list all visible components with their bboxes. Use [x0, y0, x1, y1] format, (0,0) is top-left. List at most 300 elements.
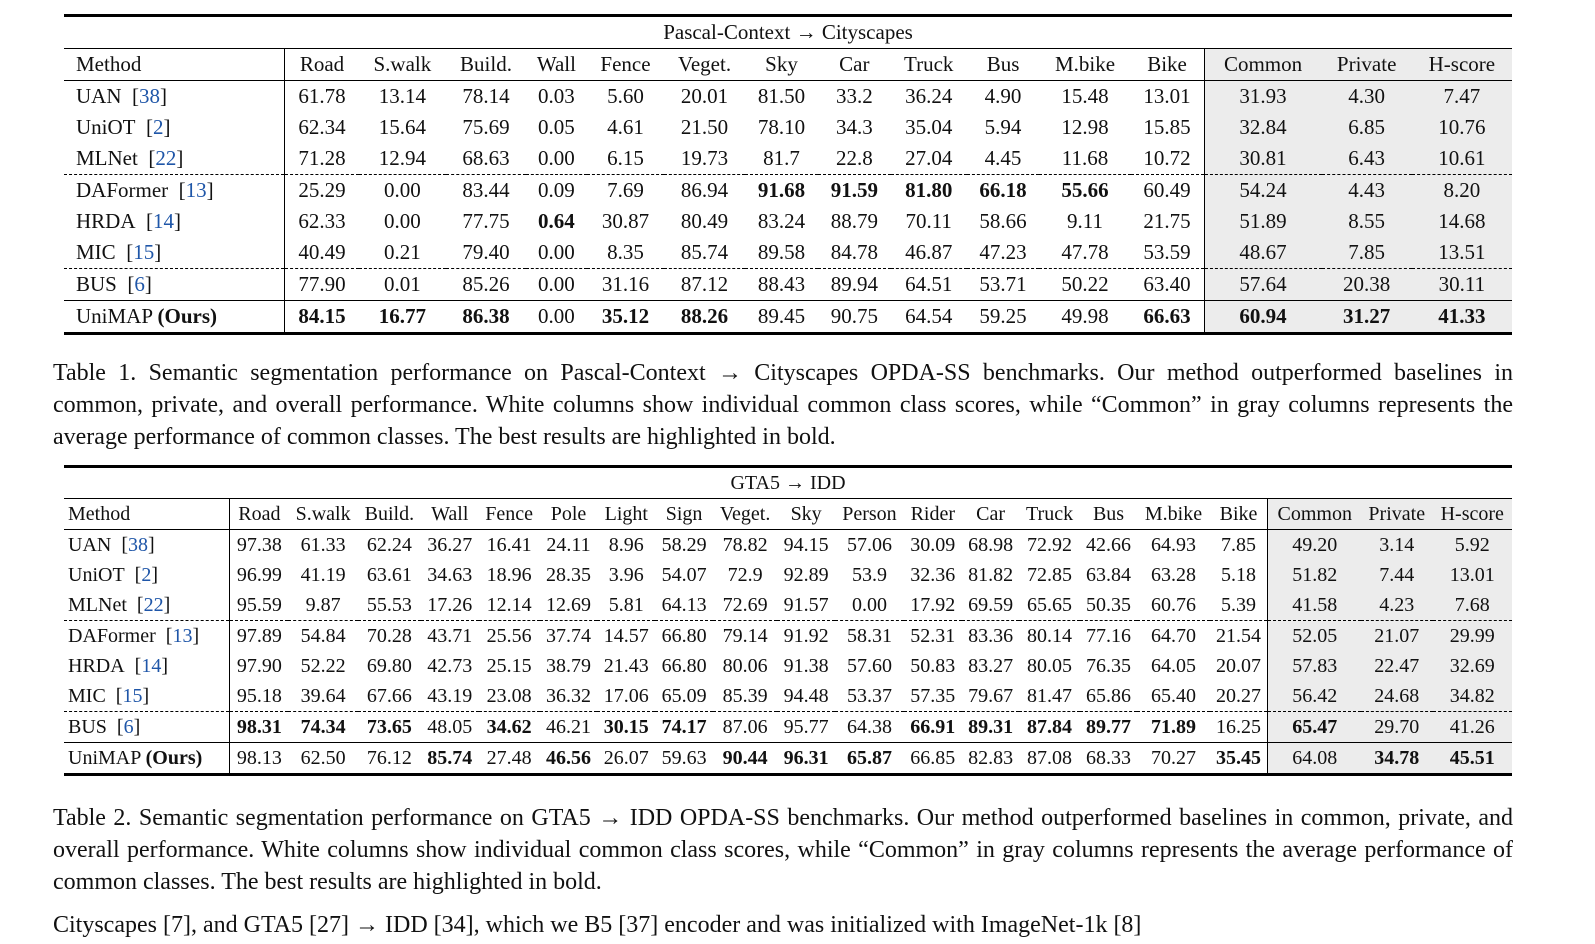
value-cell: 30.87 — [601, 209, 650, 233]
column-header: Fence — [479, 499, 540, 530]
value-cell: 76.35 — [1086, 654, 1132, 677]
value-cell: 15.85 — [1143, 115, 1191, 139]
value-cell: 34.3 — [835, 115, 873, 139]
value-cell: 30.15 — [597, 712, 655, 743]
column-header: Road — [230, 499, 288, 530]
value-cell: 6.15 — [607, 146, 644, 170]
citation-link: 38 — [128, 533, 149, 556]
method-cell: MIC [15] — [64, 681, 230, 712]
value-cell: 0.01 — [359, 269, 447, 301]
value-cell: 55.66 — [1039, 175, 1130, 207]
value-cell: 81.80 — [891, 175, 967, 207]
value-cell: 50.83 — [910, 654, 956, 677]
value-cell: 5.60 — [607, 84, 644, 108]
value-cell: 83.24 — [757, 209, 806, 233]
value-cell: 30.09 — [910, 533, 956, 556]
value-cell: 66.63 — [1131, 301, 1205, 334]
value-cell: 34.78 — [1361, 743, 1433, 775]
column-header: Common — [1268, 499, 1361, 530]
value-cell: 66.18 — [967, 175, 1040, 207]
value-cell: 24.68 — [1361, 681, 1433, 712]
value-cell: 17.92 — [910, 593, 956, 616]
value-cell: 98.13 — [230, 743, 288, 775]
value-cell: 7.69 — [587, 175, 664, 207]
value-cell: 34.82 — [1433, 681, 1513, 712]
value-cell: 56.42 — [1268, 681, 1361, 712]
value-cell: 79.67 — [968, 684, 1014, 707]
table-row — [64, 112, 1512, 143]
citation-link: 13 — [172, 624, 193, 647]
value-cell: 94.48 — [783, 684, 829, 707]
value-cell: 25.15 — [486, 654, 532, 677]
value-cell: 69.59 — [968, 593, 1014, 616]
value-cell: 15.48 — [1061, 84, 1109, 108]
table-title-row — [64, 467, 1512, 499]
column-header: Veget. — [713, 499, 777, 530]
value-cell: 59.25 — [967, 301, 1040, 334]
value-cell: 58.29 — [661, 533, 707, 556]
method-name: BUS — [68, 715, 107, 738]
value-cell: 53.71 — [967, 269, 1040, 301]
column-header: Method — [64, 49, 285, 81]
value-cell: 52.05 — [1268, 621, 1361, 652]
value-cell: 63.40 — [1131, 269, 1205, 301]
value-cell: 54.07 — [661, 563, 707, 586]
column-header: Build. — [446, 49, 525, 81]
value-cell: 7.85 — [1221, 533, 1256, 556]
value-cell: 86.38 — [446, 301, 525, 334]
value-cell: 20.38 — [1322, 269, 1412, 301]
value-cell: 62.33 — [298, 209, 346, 233]
value-cell: 52.22 — [300, 654, 346, 677]
value-cell: 78.10 — [757, 115, 806, 139]
value-cell: 41.58 — [1268, 590, 1361, 621]
table-row — [64, 175, 1512, 207]
value-cell: 21.43 — [603, 654, 649, 677]
value-cell: 14.68 — [1412, 206, 1512, 237]
value-cell: 77.75 — [462, 209, 510, 233]
value-cell: 50.35 — [1086, 593, 1132, 616]
table-row — [64, 560, 1512, 590]
value-cell: 74.17 — [655, 712, 713, 743]
value-cell: 63.84 — [1086, 563, 1132, 586]
value-cell: 74.34 — [288, 712, 358, 743]
column-header: S.walk — [359, 49, 447, 81]
value-cell: 62.50 — [288, 743, 358, 775]
value-cell: 53.37 — [846, 684, 892, 707]
value-cell: 17.26 — [427, 593, 473, 616]
value-cell: 16.41 — [486, 533, 532, 556]
column-header: Light — [597, 499, 655, 530]
value-cell: 87.84 — [1019, 712, 1079, 743]
value-cell: 36.24 — [905, 84, 953, 108]
column-header: Bus — [1080, 499, 1138, 530]
value-cell: 57.06 — [846, 533, 892, 556]
value-cell: 86.94 — [664, 175, 745, 207]
value-cell: 64.70 — [1137, 621, 1209, 652]
value-cell: 34.63 — [427, 563, 473, 586]
column-header: M.bike — [1039, 49, 1130, 81]
method-name: UAN — [76, 84, 122, 108]
method-name: UniOT — [68, 563, 125, 586]
value-cell: 7.47 — [1412, 81, 1512, 113]
method-name: DAFormer — [76, 178, 169, 202]
value-cell: 71.28 — [298, 146, 346, 170]
value-cell: 90.75 — [818, 301, 891, 334]
value-cell: 69.80 — [366, 654, 412, 677]
table-row — [64, 651, 1512, 681]
value-cell: 7.44 — [1361, 560, 1433, 590]
value-cell: 16.77 — [359, 301, 447, 334]
value-cell: 12.69 — [546, 593, 592, 616]
value-cell: 31.16 — [587, 269, 664, 301]
column-header: Method — [64, 499, 230, 530]
value-cell: 8.35 — [607, 240, 644, 264]
value-cell: 97.38 — [236, 533, 282, 556]
table-row — [64, 237, 1512, 269]
value-cell: 65.09 — [661, 684, 707, 707]
ours-label: (Ours) — [145, 746, 203, 769]
column-header: Truck — [1019, 499, 1079, 530]
value-cell: 20.07 — [1216, 654, 1261, 677]
value-cell: 68.33 — [1080, 743, 1138, 775]
column-header: Wall — [421, 499, 479, 530]
value-cell: 61.33 — [300, 533, 346, 556]
ours-label: (Ours) — [157, 304, 217, 328]
value-cell: 65.87 — [835, 743, 904, 775]
value-cell: 46.87 — [905, 240, 953, 264]
value-cell: 85.74 — [421, 743, 479, 775]
value-cell: 13.51 — [1412, 237, 1512, 269]
citation-link: 22 — [143, 593, 164, 616]
column-header: Pole — [540, 499, 598, 530]
value-cell: 8.55 — [1322, 206, 1412, 237]
value-cell: 31.93 — [1204, 81, 1322, 113]
table-row — [64, 681, 1512, 712]
column-header: Sign — [655, 499, 713, 530]
value-cell: 60.76 — [1150, 593, 1196, 616]
value-cell: 64.08 — [1268, 743, 1361, 775]
value-cell: 91.92 — [777, 621, 835, 652]
value-cell: 12.98 — [1061, 115, 1109, 139]
value-cell: 35.04 — [905, 115, 953, 139]
table-row — [64, 301, 1512, 334]
value-cell: 64.93 — [1150, 533, 1196, 556]
method-cell: UAN [38] — [64, 81, 285, 113]
column-header: M.bike — [1137, 499, 1209, 530]
value-cell: 24.11 — [546, 533, 591, 556]
value-cell: 64.05 — [1150, 654, 1196, 677]
value-cell: 57.64 — [1204, 269, 1322, 301]
citation-link: 2 — [153, 115, 164, 139]
value-cell: 78.82 — [722, 533, 768, 556]
method-name: UAN — [68, 533, 112, 556]
table-row — [64, 743, 1512, 775]
value-cell: 84.78 — [830, 240, 878, 264]
value-cell: 58.66 — [979, 209, 1027, 233]
value-cell: 94.15 — [783, 533, 829, 556]
method-cell: BUS [6] — [64, 269, 285, 301]
value-cell: 57.83 — [1268, 651, 1361, 681]
value-cell: 63.61 — [366, 563, 412, 586]
value-cell: 30.81 — [1204, 143, 1322, 175]
value-cell: 42.66 — [1086, 533, 1132, 556]
value-cell: 41.33 — [1412, 301, 1512, 334]
value-cell: 88.79 — [830, 209, 878, 233]
citation-link: 22 — [155, 146, 177, 170]
value-cell: 66.80 — [661, 654, 707, 677]
value-cell: 51.82 — [1268, 560, 1361, 590]
value-cell: 72.85 — [1027, 563, 1073, 586]
table-2 — [64, 465, 1512, 776]
value-cell: 81.7 — [763, 146, 800, 170]
method-name: MIC — [68, 684, 106, 707]
table-title-row — [64, 16, 1512, 49]
value-cell: 82.83 — [962, 743, 1020, 775]
value-cell: 65.65 — [1027, 593, 1073, 616]
value-cell: 4.61 — [607, 115, 644, 139]
method-name: UniMAP — [68, 746, 141, 769]
value-cell: 98.31 — [230, 712, 288, 743]
value-cell: 15.64 — [378, 115, 426, 139]
column-header: Veget. — [664, 49, 745, 81]
value-cell: 13.01 — [1433, 560, 1513, 590]
value-cell: 35.12 — [587, 301, 664, 334]
value-cell: 49.20 — [1268, 530, 1361, 561]
value-cell: 7.68 — [1433, 590, 1513, 621]
value-cell: 4.23 — [1361, 590, 1433, 621]
method-name: UniOT — [76, 115, 136, 139]
value-cell: 95.59 — [236, 593, 282, 616]
value-cell: 5.39 — [1221, 593, 1256, 616]
method-cell — [64, 743, 230, 775]
value-cell: 70.28 — [358, 621, 421, 652]
value-cell: 29.70 — [1361, 712, 1433, 743]
citation-link: 13 — [185, 178, 207, 202]
value-cell: 0.00 — [384, 209, 421, 233]
citation-link: 6 — [134, 272, 145, 296]
value-cell: 92.89 — [783, 563, 829, 586]
value-cell: 85.26 — [446, 269, 525, 301]
column-header: Bike — [1131, 49, 1205, 81]
value-cell: 4.90 — [984, 84, 1022, 108]
value-cell: 81.47 — [1027, 684, 1073, 707]
value-cell: 7.85 — [1322, 237, 1412, 269]
value-cell: 60.49 — [1131, 175, 1205, 207]
value-cell: 71.89 — [1137, 712, 1209, 743]
value-cell: 10.61 — [1412, 143, 1512, 175]
method-cell: UAN [38] — [64, 530, 230, 561]
value-cell: 5.92 — [1433, 530, 1513, 561]
value-cell: 57.35 — [910, 684, 956, 707]
value-cell: 66.85 — [904, 743, 962, 775]
value-cell: 83.44 — [446, 175, 525, 207]
value-cell: 20.01 — [680, 84, 729, 108]
method-cell — [64, 301, 285, 334]
value-cell: 32.36 — [910, 563, 956, 586]
value-cell: 6.43 — [1322, 143, 1412, 175]
value-cell: 23.08 — [486, 684, 532, 707]
value-cell: 10.76 — [1412, 112, 1512, 143]
column-header: Person — [835, 499, 904, 530]
value-cell: 19.73 — [680, 146, 729, 170]
body-text-line: Cityscapes [7], and GTA5 [27] → IDD [34], which we B5 [37] encoder and was initialized with ImageNet-1k [8] — [53, 912, 1142, 938]
value-cell: 4.30 — [1322, 81, 1412, 113]
method-cell: DAFormer [13] — [64, 175, 285, 207]
table-row — [64, 143, 1512, 175]
value-cell: 12.14 — [486, 593, 532, 616]
value-cell: 91.38 — [783, 654, 829, 677]
value-cell: 41.26 — [1433, 712, 1513, 743]
value-cell: 95.18 — [236, 684, 282, 707]
value-cell: 88.43 — [745, 269, 818, 301]
value-cell: 89.31 — [962, 712, 1020, 743]
value-cell: 81.82 — [968, 563, 1014, 586]
column-header: Sky — [745, 49, 818, 81]
value-cell: 0.00 — [526, 301, 587, 334]
value-cell: 72.9 — [727, 563, 763, 586]
value-cell: 27.04 — [905, 146, 953, 170]
column-header: Sky — [777, 499, 835, 530]
column-header: Bike — [1210, 499, 1268, 530]
value-cell: 53.59 — [1143, 240, 1191, 264]
value-cell: 32.69 — [1433, 651, 1513, 681]
value-cell: 91.59 — [818, 175, 891, 207]
value-cell: 96.99 — [236, 563, 282, 586]
value-cell: 78.14 — [462, 84, 510, 108]
value-cell: 36.27 — [427, 533, 473, 556]
value-cell: 61.78 — [298, 84, 346, 108]
value-cell: 87.08 — [1019, 743, 1079, 775]
value-cell: 12.94 — [378, 146, 426, 170]
value-cell: 46.21 — [540, 712, 598, 743]
value-cell: 0.00 — [538, 240, 575, 264]
value-cell: 62.24 — [366, 533, 412, 556]
value-cell: 50.22 — [1039, 269, 1130, 301]
value-cell: 33.2 — [835, 84, 873, 108]
value-cell: 0.00 — [538, 146, 575, 170]
table-row — [64, 621, 1512, 652]
value-cell: 27.48 — [479, 743, 540, 775]
value-cell: 72.69 — [722, 593, 768, 616]
value-cell: 68.98 — [968, 533, 1014, 556]
value-cell: 46.56 — [540, 743, 598, 775]
value-cell: 36.32 — [546, 684, 592, 707]
value-cell: 48.67 — [1204, 237, 1322, 269]
method-name: MLNet — [68, 593, 127, 616]
value-cell: 68.63 — [462, 146, 510, 170]
value-cell: 84.15 — [285, 301, 359, 334]
value-cell: 5.18 — [1221, 563, 1256, 586]
value-cell: 38.79 — [546, 654, 592, 677]
value-cell: 0.00 — [526, 269, 587, 301]
value-cell: 60.94 — [1204, 301, 1322, 334]
method-cell: UniOT [2] — [64, 112, 285, 143]
method-cell: UniOT [2] — [64, 560, 230, 590]
value-cell: 52.31 — [904, 621, 962, 652]
value-cell: 77.90 — [285, 269, 359, 301]
method-name: HRDA — [68, 654, 125, 677]
column-header: Truck — [891, 49, 967, 81]
value-cell: 83.27 — [968, 654, 1014, 677]
header-row — [64, 499, 1512, 530]
table-row — [64, 712, 1512, 743]
value-cell: 28.35 — [546, 563, 592, 586]
column-header: Build. — [358, 499, 421, 530]
value-cell: 55.53 — [366, 593, 412, 616]
value-cell: 65.47 — [1268, 712, 1361, 743]
value-cell: 87.12 — [664, 269, 745, 301]
citation-link: 15 — [133, 240, 155, 264]
value-cell: 80.14 — [1019, 621, 1079, 652]
citation-link: 2 — [141, 563, 152, 586]
column-header: Car — [962, 499, 1020, 530]
value-cell: 89.77 — [1080, 712, 1138, 743]
value-cell: 73.65 — [358, 712, 421, 743]
value-cell: 59.63 — [655, 743, 713, 775]
column-header: Private — [1361, 499, 1433, 530]
value-cell: 88.26 — [664, 301, 745, 334]
table-row — [64, 590, 1512, 621]
table-title: GTA5 → IDD — [64, 467, 1512, 499]
value-cell: 65.40 — [1150, 684, 1196, 707]
value-cell: 13.01 — [1143, 84, 1191, 108]
table-1-caption: Table 1. Semantic segmentation performance on Pascal-Context → Cityscapes OPDA-SS benchmarks. Our method outperformed baselines in common, private, and overall performance. White columns show individual common class scores, while “Common” in gray columns represents the average performance of common classes. The best results are highlighted in bold. — [53, 360, 1513, 450]
value-cell: 10.72 — [1143, 146, 1191, 170]
table-2-caption: Table 2. Semantic segmentation performance on GTA5 → IDD OPDA-SS benchmarks. Our method outperformed baselines in common, private, and overall performance. White columns show individual common class scores, while “Common” in gray columns represents the average performance of common classes. The best results are highlighted in bold. — [53, 805, 1513, 895]
header-row — [64, 49, 1512, 81]
value-cell: 91.68 — [745, 175, 818, 207]
method-cell: MLNet [22] — [64, 590, 230, 621]
value-cell: 89.58 — [757, 240, 806, 264]
value-cell: 3.96 — [608, 563, 644, 586]
method-name: UniMAP — [76, 304, 153, 328]
value-cell: 63.28 — [1150, 563, 1196, 586]
value-cell: 48.05 — [421, 712, 479, 743]
value-cell: 49.98 — [1039, 301, 1130, 334]
value-cell: 5.94 — [984, 115, 1022, 139]
value-cell: 64.38 — [835, 712, 904, 743]
value-cell: 13.14 — [378, 84, 426, 108]
value-cell: 4.43 — [1322, 175, 1412, 207]
column-header: Private — [1322, 49, 1412, 81]
value-cell: 42.73 — [427, 654, 473, 677]
value-cell: 0.00 — [851, 593, 887, 616]
value-cell: 47.23 — [979, 240, 1027, 264]
value-cell: 54.84 — [288, 621, 358, 652]
value-cell: 34.62 — [479, 712, 540, 743]
column-header: H-score — [1433, 499, 1513, 530]
method-cell: MLNet [22] — [64, 143, 285, 175]
value-cell: 0.00 — [359, 175, 447, 207]
value-cell: 0.03 — [538, 84, 575, 108]
value-cell: 80.05 — [1027, 654, 1073, 677]
value-cell: 80.06 — [722, 654, 768, 677]
column-header: Car — [818, 49, 891, 81]
method-name: MLNet — [76, 146, 138, 170]
value-cell: 89.45 — [745, 301, 818, 334]
value-cell: 70.11 — [905, 209, 952, 233]
value-cell: 39.64 — [300, 684, 346, 707]
column-header: Common — [1204, 49, 1322, 81]
value-cell: 21.75 — [1143, 209, 1191, 233]
value-cell: 43.71 — [421, 621, 479, 652]
value-cell: 8.20 — [1412, 175, 1512, 207]
value-cell: 66.91 — [904, 712, 962, 743]
value-cell: 95.77 — [777, 712, 835, 743]
value-cell: 96.31 — [777, 743, 835, 775]
value-cell: 4.45 — [984, 146, 1022, 170]
